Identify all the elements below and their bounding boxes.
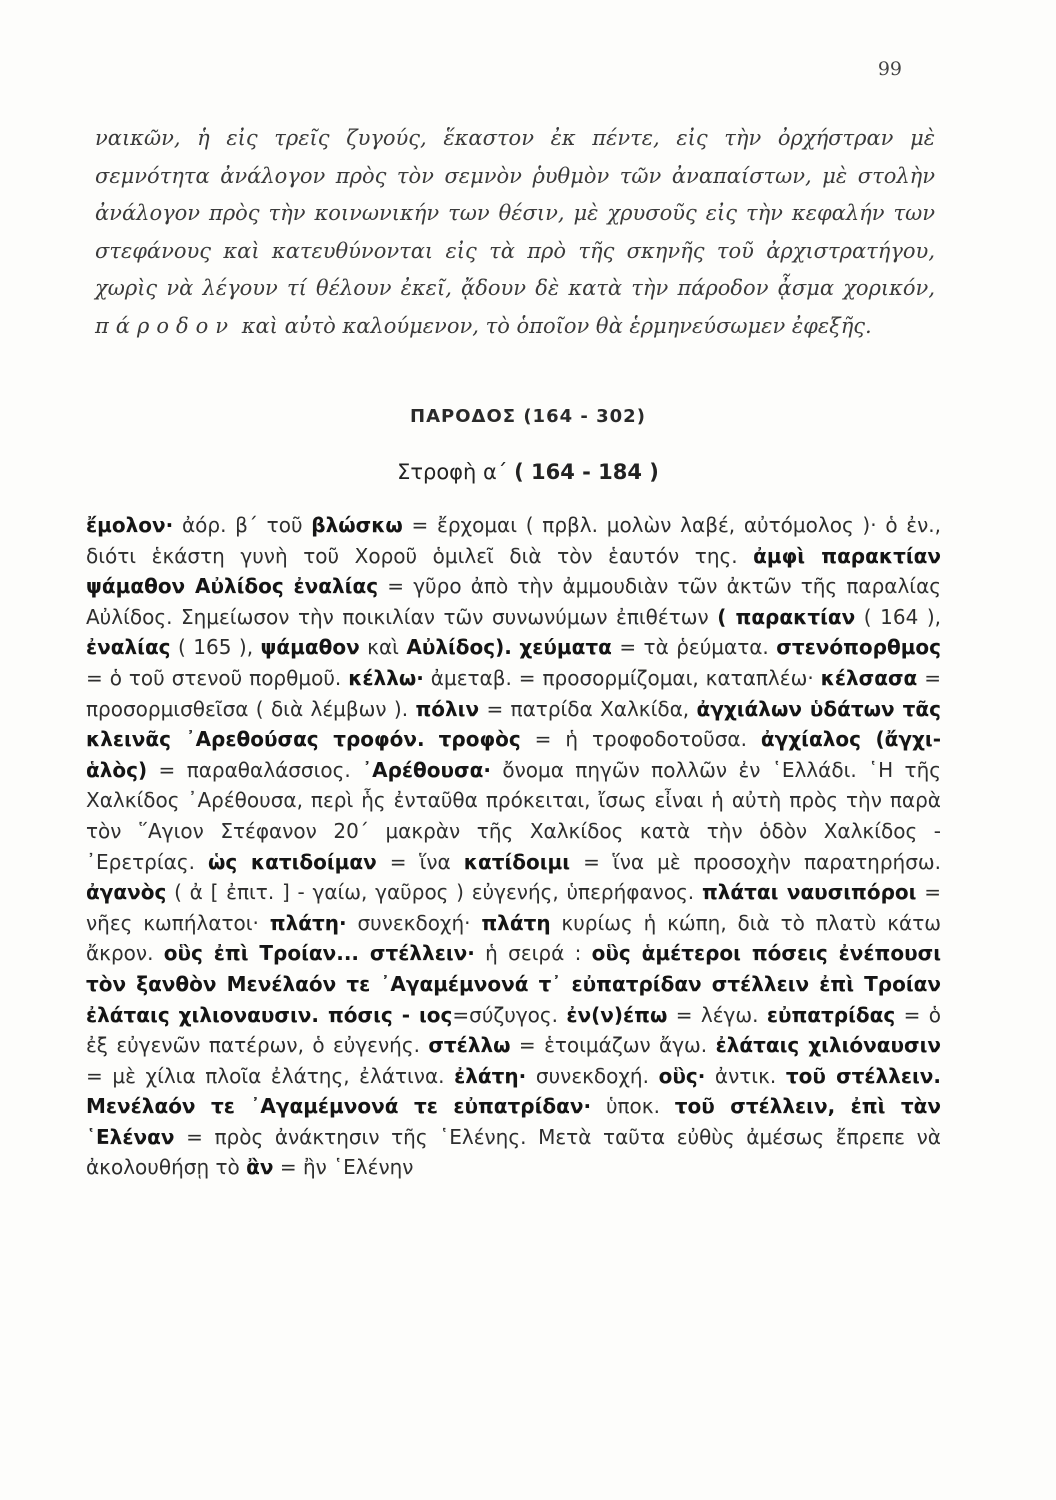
lemma: κέλσασα	[820, 665, 918, 690]
lemma: ἐλάταις χιλιόναυσιν	[715, 1033, 941, 1058]
gloss: ( 165 ),	[170, 635, 261, 660]
lemma: χεύματα	[519, 635, 612, 660]
gloss: = προσορμισθεῖσα ( διὰ λέμβων ).	[86, 665, 941, 721]
gloss: ἀμεταβ. = προσορμίζομαι, καταπλέω·	[423, 665, 821, 690]
gloss: = γῦρο ἀπὸ τὴν ἀμμουδιὰν τῶν ἀκτῶν τῆς παραλίας Αὐλίδος. Σημείωσον τὴν ποικιλίαν τῶν συνωνύμων ἐπιθέτων	[86, 574, 941, 629]
gloss: συνεκδοχή·	[346, 910, 482, 935]
gloss: = μὲ χίλια πλοῖα ἐλάτης, ἐλάτινα.	[86, 1063, 455, 1088]
lemma: βλώσκω	[311, 513, 403, 537]
lemma: οὓς ἁμέτεροι πόσεις ἐνέπουσι τὸν ξανθὸν Μενέλαόν τε ᾿Αγαμέμνονά τ᾿ εὐπατρίδαν στέλλειν ἐπὶ Τροίαν ἐλάταις χιλιοναυσιν. πόσις - ιος	[86, 941, 941, 1027]
lemma: ἂν	[246, 1155, 274, 1180]
gloss: = νῆες κωπήλατοι·	[86, 880, 941, 935]
gloss: ὄνομα πηγῶν πολλῶν ἐν ῾Ελλάδι. ῾Η τῆς Χαλκίδος ᾿Αρέθουσα, περὶ ἧς ἐνταῦθα πρόκειται, ἴσως εἶναι ἡ αὐτὴ πρὸς τὴν παρὰ τὸν ῞Αγιον Στέφανον 20΄ μακρὰν τῆς Χαλκίδος κατὰ τὴν ὁδὸν Χαλκίδος - ᾿Ερετρίας.	[86, 757, 941, 874]
lemma: ( παρακτίαν	[717, 604, 856, 629]
lemma: τροφὸς	[438, 727, 521, 752]
gloss: ὑποκ.	[591, 1094, 675, 1119]
lemma: ψάμαθον	[260, 635, 360, 660]
strophe-heading	[0, 460, 1056, 484]
strophe-range: ( 164 - 184 )	[514, 460, 659, 484]
gloss: ἡ σειρά :	[474, 941, 592, 966]
gloss: ἀντικ.	[705, 1063, 786, 1088]
gloss: = ὁ ἐξ εὐγενῶν πατέρων, ὁ εὐγενής.	[86, 1002, 941, 1058]
gloss: = πρὸς ἀνάκτησιν τῆς ῾Ελένης. Μετὰ ταῦτα εὐθὺς ἀμέσως ἔπρεπε νὰ ἀκολουθήσῃ τὸ	[86, 1124, 941, 1180]
lemma: ἐναλίας	[86, 635, 171, 660]
gloss: = ὁ τοῦ στενοῦ πορθμοῦ.	[86, 665, 349, 690]
gloss: = τὰ ῥεύματα.	[611, 635, 777, 660]
lemma: ἔμολον·	[86, 513, 174, 537]
gloss: = ἵνα μὲ προσοχὴν παρατηρήσω.	[570, 849, 941, 874]
lemma: στέλλω	[428, 1033, 511, 1058]
lemma: ἀμφὶ παρακτίαν ψάμαθον Αὐλίδος ἐναλίας	[86, 543, 941, 599]
gloss: καὶ	[359, 635, 407, 660]
lemma: ἐλάτη·	[454, 1063, 527, 1088]
lemma: ὡς κατιδοίμαν	[207, 849, 377, 874]
gloss: = λέγω.	[667, 1002, 767, 1027]
lemma: τοῦ στέλλειν. Μενέλαόν τε ᾿Αγαμέμνονά τε εὐπατρίδαν·	[86, 1063, 942, 1119]
lemma: ἀγχίαλος (ἄγχι-ἁλὸς)	[86, 727, 941, 782]
lemma: ἀγχιάλων ὑδάτων τᾶς κλεινᾶς ᾿Αρεθούσας τροφόν.	[86, 696, 941, 752]
gloss: συνεκδοχή.	[526, 1063, 659, 1088]
lemma: ᾿Αρέθουσα·	[362, 757, 491, 782]
gloss: = παραθαλάσσιος.	[147, 757, 363, 782]
strophe-label: Στροφὴ α΄	[397, 460, 508, 484]
section-heading: ΠΑΡΟΔΟΣ (164 - 302)	[410, 406, 646, 427]
page-number: 99	[877, 58, 902, 80]
gloss: ( 164 ),	[855, 604, 941, 629]
lemma: πλάτη	[481, 910, 551, 935]
lemma: πλάται ναυσιπόροι	[701, 880, 917, 905]
lemma: Αὐλίδος).	[406, 635, 512, 660]
gloss: = ἑτοιμάζων ἄγω.	[510, 1033, 716, 1058]
lemma: πλάτη·	[269, 910, 347, 935]
gloss: = ἔρχομαι ( πρβλ. μολὼν λαβέ, αὐτόμολος )· ὁ ἐν., διότι ἑκάστη γυνὴ τοῦ Χοροῦ ὁμιλεῖ διὰ τὸν ἑαυτόν της.	[86, 513, 941, 568]
gloss: ἀόρ. β΄ τοῦ	[173, 513, 312, 537]
lemma: οὓς ἐπὶ Τροίαν... στέλλειν·	[163, 941, 475, 966]
lemma: ἀγανὸς	[86, 880, 167, 905]
lemma: κέλλω·	[348, 665, 424, 690]
lemma: εὐπατρίδας	[766, 1002, 896, 1027]
lemma: τοῦ στέλλειν, ἐπὶ τὰν ῾Ελέναν	[86, 1094, 941, 1149]
commentary-paragraph	[86, 510, 941, 1183]
lemma: ἐν(ν)έπω	[566, 1002, 668, 1027]
intro-spaced-word: πάροδον	[95, 313, 236, 338]
gloss: = ἢν ῾Ελένην	[273, 1155, 414, 1180]
intro-paragraph	[95, 120, 935, 345]
gloss: κυρίως ἡ κώπη, διὰ τὸ πλατὺ κάτω ἄκρον.	[86, 910, 941, 966]
gloss: = πατρίδα Χαλκίδα,	[479, 696, 697, 721]
gloss: =σύζυγος.	[452, 1002, 567, 1027]
gloss	[425, 727, 439, 751]
lemma: πόλιν	[415, 696, 480, 721]
lemma: κατίδοιμι	[463, 849, 571, 874]
lemma: οὓς·	[658, 1063, 706, 1088]
intro-text-part2: καὶ αὐτὸ καλούμενον, τὸ ὁποῖον θὰ ἑρμηνεύσωμεν ἐφεξῆς.	[241, 313, 872, 338]
lemma: στενόπορθμος	[776, 635, 942, 660]
gloss: ( ἀ [ ἐπιτ. ] - γαίω, γαῦρος ) εὐγενής, ὑπερήφανος.	[166, 880, 702, 905]
intro-text-part1: ναικῶν, ἡ εἰς τρεῖς ζυγούς, ἕκαστον ἐκ πέντε, εἰς τὴν ὀρχήστραν μὲ σεμνότητα ἀνάλογον πρὸς τὸν σεμνὸν ῥυθμὸν τῶν ἀναπαίστων, μὲ στολὴν ἀνάλογον πρὸς τὴν κοινωνικήν των θέσιν, μὲ χρυσοῦς εἰς τὴν κεφαλήν των στεφάνους καὶ κατευθύνονται εἰς τὰ πρὸ τῆς σκηνῆς τοῦ ἀρχιστρατήγου, χωρὶς νὰ λέγουν τί θέλουν ἐκεῖ, ᾄδουν δὲ κατὰ τὴν πάροδον ᾆσμα χορικόν,	[95, 126, 935, 300]
gloss: = ἵνα	[376, 849, 464, 874]
gloss: = ἡ τροφοδοτοῦσα.	[520, 727, 761, 752]
